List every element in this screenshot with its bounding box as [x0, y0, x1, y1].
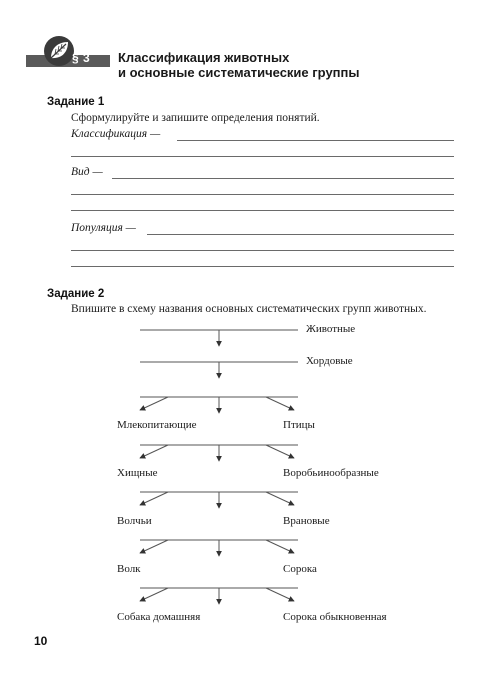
arrow-right [266, 445, 294, 458]
arrow-right [266, 492, 294, 505]
task-2-title: Задание 2 [47, 288, 105, 300]
arrow-left [140, 445, 168, 458]
node-passerines: Воробьинообразные [283, 467, 379, 479]
node-common-magpie: Сорока обыкновенная [283, 611, 387, 623]
term-population: Популяция — [71, 222, 136, 234]
section-title-line-2: и основные систематические группы [118, 65, 360, 80]
arrow-left [140, 588, 168, 601]
arrow-right [266, 588, 294, 601]
node-canids: Волчьи [117, 515, 152, 527]
page-number: 10 [34, 634, 48, 648]
task-1-title: Задание 1 [47, 96, 105, 108]
term-species: Вид — [71, 166, 103, 178]
node-magpie: Сорока [283, 563, 317, 575]
task-1-instruction: Сформулируйте и запишите определения понятий. [71, 112, 320, 124]
section-number: § 3 [72, 51, 91, 65]
node-mammals: Млекопитающие [117, 419, 197, 431]
node-animals: Животные [306, 323, 356, 335]
arrow-left [140, 492, 168, 505]
node-domestic-dog: Собака домашняя [117, 611, 201, 623]
node-carnivores: Хищные [117, 467, 158, 479]
task-2-instruction: Впишите в схему названия основных систематических групп животных. [71, 303, 427, 315]
node-chordates: Хордовые [306, 355, 353, 367]
node-corvids: Врановые [283, 515, 330, 527]
arrow-left [140, 540, 168, 553]
arrow-right [266, 540, 294, 553]
arrow-right [266, 397, 294, 410]
node-birds: Птицы [283, 419, 315, 431]
arrow-left [140, 397, 168, 410]
node-wolf: Волк [117, 563, 141, 575]
section-title-line-1: Классификация животных [118, 50, 290, 65]
term-classification: Классификация — [71, 128, 161, 140]
